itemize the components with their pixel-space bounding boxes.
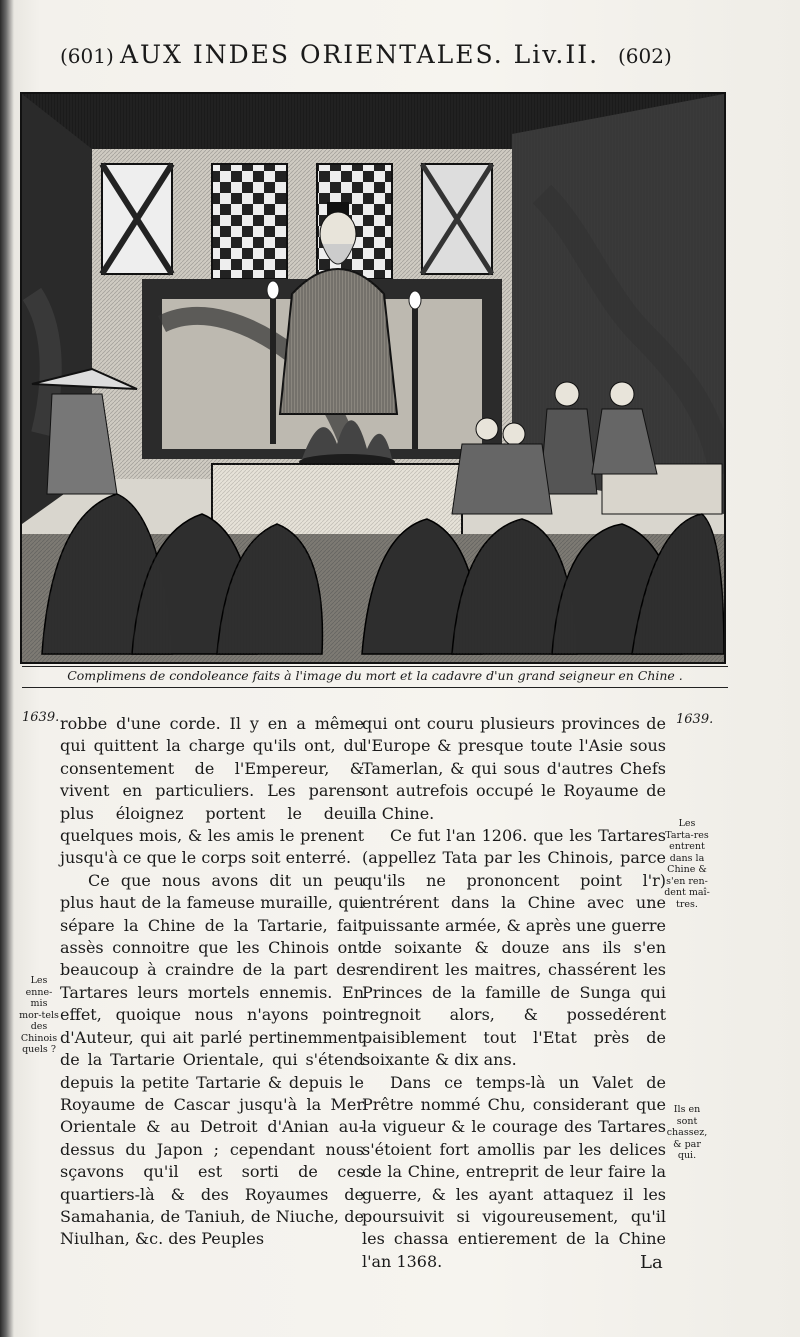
paragraph: robbe d'une corde. Il y en a même qui quittent la charge qu'ils ont, du consentement de l'Empereur, & vivent en particuliers. Les parens plus éloignez portent le deuil quelques mois, & les amis le prenent jusqu'à ce que le corps soit enterré. — [60, 714, 364, 868]
book-number: Liv.II. — [513, 40, 600, 69]
marginal-note-right: Ils en sont chassez, & par qui. — [666, 1104, 708, 1161]
paragraph: Ce que nous avons dit un peu plus haut de la fameuse muraille, qui sépare la Chine de la Tartarie, fait assès connoitre que les Chinois ont beaucoup à craindre de la part des Tartares leurs mortels ennemis. En effet, quoique nous n'ayons point d'Auteur, qui ait parlé pertinemment de la Tartarie Orientale, qui s'étend depuis la petite Tartarie & depuis le Royaume de Cascar jusqu'à la Mer Orientale & au Detroit d'Anian au-dessus du Japon ; cependant nous sçavons qu'il est sorti de ces quartiers-là & des Royaumes de Samahania, de Taniuh, de Niuche, de Niulhan, &c. des Peuples — [60, 870, 364, 1249]
catchword: La — [640, 1252, 663, 1273]
plate-caption: Complimens de condoleance faits à l'image du mort et la cadavre d'un grand seigneur en Chine . — [22, 666, 728, 688]
running-title-text: AUX INDES ORIENTALES. — [120, 40, 504, 69]
text-column-right — [362, 713, 666, 1273]
running-title — [120, 40, 599, 69]
paragraph: Dans ce temps-là un Valet de Prêtre nommé Chu, considerant que la vigueur & le courage des Tartares s'étoient fort amollis par les delices de la Chine, entreprit de leur faire la guerre, & les ayant attaquez il les poursuivit si vigoureusement, qu'il les chassa entierement de la Chine l'an 1368. — [362, 1072, 666, 1271]
marginal-note-right: Les Tarta-res entrent dans la Chine & s'en ren-dent maî-tres. — [664, 818, 710, 910]
engraving-plate — [20, 92, 726, 664]
running-header — [0, 38, 800, 78]
paragraph: Ce fut l'an 1206. que les Tartares (appellez Tata par les Chinois, parce qu'ils ne prononcent point l'r) entrérent dans la Chine avec une puissante armée, & après une guerre de soixante & douze ans ils s'en rendirent les maitres, chassérent les Princes de la famille de Sunga qui regnoit alors, & possedérent paisiblement tout l'Etat près de soixante & dix ans. — [362, 826, 666, 1070]
margin-year-right: 1639. — [676, 712, 714, 727]
margin-year-left: 1639. — [22, 710, 60, 725]
engraving-illustration — [22, 94, 724, 662]
page-number-left: (601) — [60, 44, 114, 68]
paragraph: qui ont couru plusieurs provinces de l'Europe & presque toute l'Asie sous Tamerlan, & qui sous d'autres Chefs ont autrefois occupé le Royaume de la Chine. — [362, 714, 666, 823]
text-column-left — [60, 713, 364, 1251]
marginal-note-left: Les enne-mis mor-tels des Chinois quels ? — [19, 975, 59, 1055]
page-number-right: (602) — [618, 44, 672, 68]
